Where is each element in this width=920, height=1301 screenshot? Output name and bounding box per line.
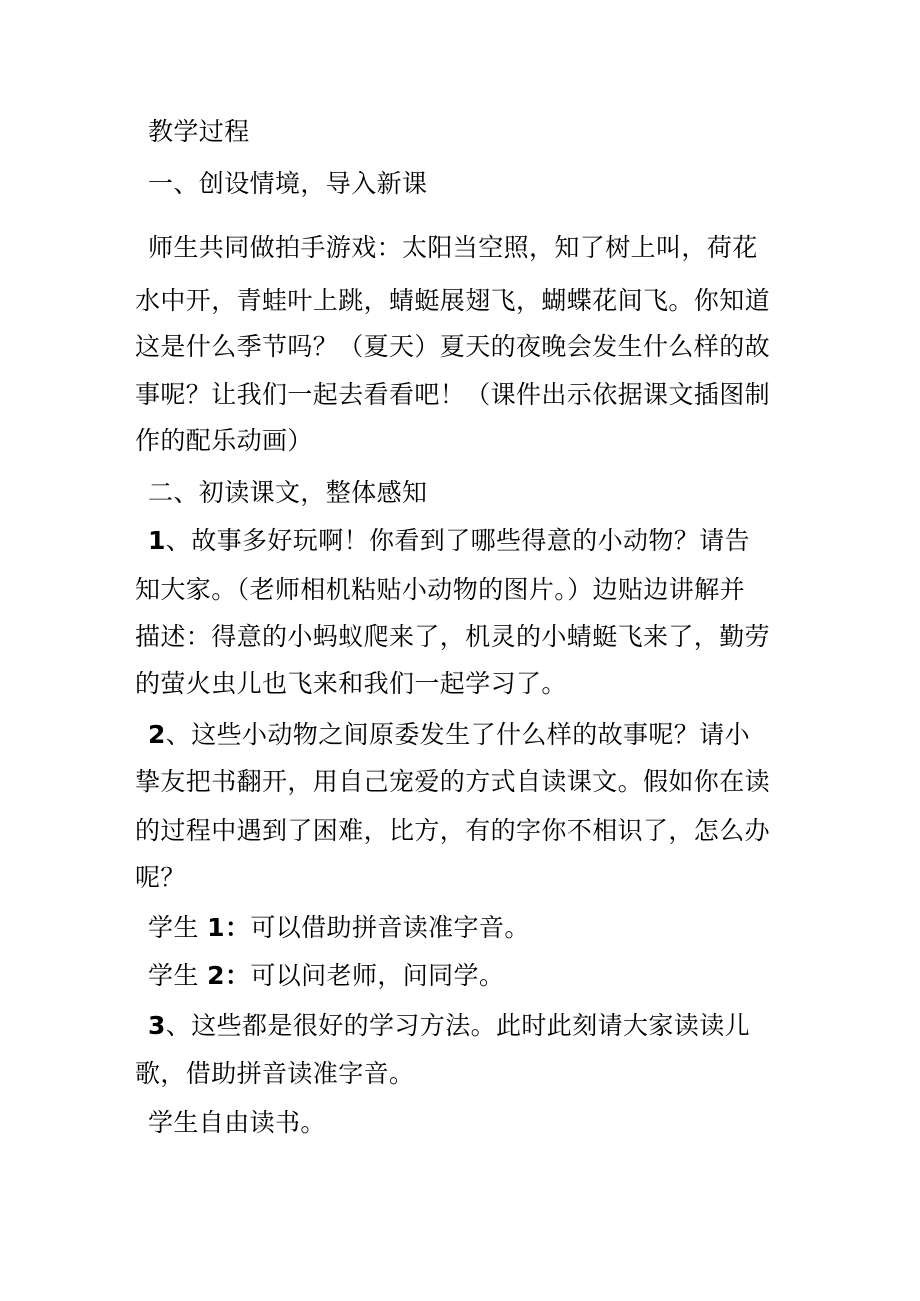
- student1-line: [148, 912, 530, 944]
- item2-first-line: [148, 719, 750, 751]
- item1-line: 描述：得意的小蚂蚁爬来了，机灵的小蜻蜓飞来了，勤劳: [135, 622, 771, 651]
- item-text: 、这些小动物之间原委发生了什么样的故事呢？请小: [165, 720, 750, 749]
- item-number: 3: [148, 1011, 166, 1040]
- student2-line: [148, 960, 504, 992]
- intro-line: 这是什么季节吗？（夏天）夏天的夜晚会发生什么样的故: [135, 332, 771, 361]
- section1-title: 一、创设情境，导入新课: [148, 169, 428, 198]
- section2-title: 二、初读课文，整体感知: [148, 478, 428, 507]
- student-label: 学生: [148, 961, 208, 990]
- student-number: 1：: [207, 913, 251, 942]
- item1-line: 的萤火虫儿也飞来和我们一起学习了。: [135, 669, 567, 698]
- item-number: 1: [148, 526, 166, 555]
- item1-first-line: [148, 525, 750, 557]
- intro-line: 师生共同做拍手游戏：太阳当空照，知了树上叫，荷花: [148, 233, 758, 262]
- item3-first-line: [148, 1010, 750, 1042]
- item1-line: 知大家。（老师相机粘贴小动物的图片。）边贴边讲解并: [135, 575, 746, 604]
- student-text: 可以问老师，问同学。: [250, 961, 505, 990]
- item2-line: 挚友把书翻开，用自己宠爱的方式自读课文。假如你在读: [135, 767, 771, 796]
- item-text: 、这些都是很好的学习方法。此时此刻请大家读读儿: [165, 1011, 750, 1040]
- document-heading: 教学过程: [148, 117, 250, 146]
- item2-line: 呢？: [135, 863, 186, 892]
- closing-line: 学生自由读书。: [148, 1108, 326, 1137]
- student-label: 学生: [148, 913, 208, 942]
- item-number: 2: [148, 720, 166, 749]
- item3-line: 歌，借助拼音读准字音。: [135, 1059, 415, 1088]
- intro-line: 作的配乐动画）: [135, 426, 313, 455]
- intro-line: 水中开，青蛙叶上跳，蜻蜓展翅飞，蝴蝶花间飞。你知道: [135, 286, 771, 315]
- intro-line: 事呢？让我们一起去看看吧！（课件出示依据课文插图制: [135, 380, 771, 409]
- student-number: 2：: [207, 961, 251, 990]
- student-text: 可以借助拼音读准字音。: [250, 913, 530, 942]
- item-text: 、故事多好玩啊！你看到了哪些得意的小动物？请告: [165, 526, 750, 555]
- item2-line: 的过程中遇到了困难，比方，有的字你不相识了，怎么办: [135, 816, 771, 845]
